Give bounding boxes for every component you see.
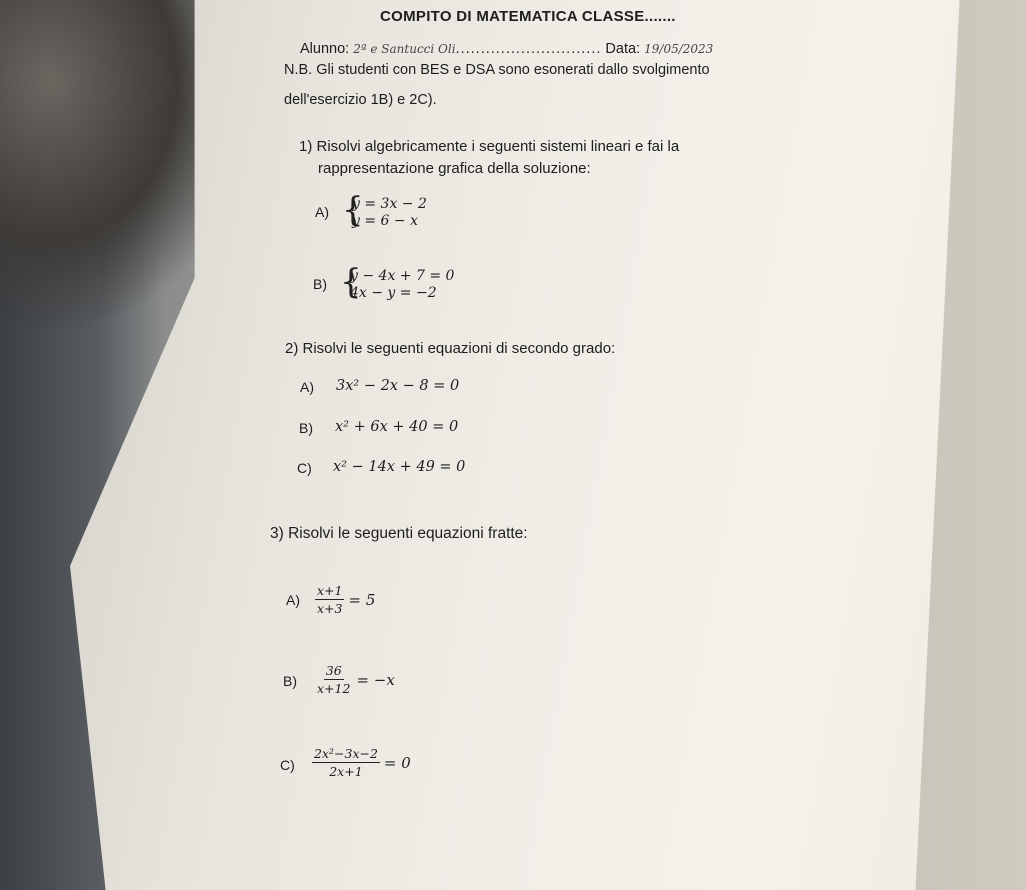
worksheet-paper [70,0,960,890]
student-name-handwritten: 2ª e Santucci Oli [353,42,456,56]
fraction-numerator: x+1 [317,583,343,598]
fraction-denominator: 2x+1 [329,764,363,779]
exercise-3a-label: A) [286,592,300,608]
student-label: Alunno: [300,41,350,57]
system-1b-eq2: 4x − y = −2 [350,285,437,301]
exercise-3b-equation [315,663,395,696]
system-1a [352,196,427,230]
system-brace: { [342,190,364,230]
system-1b [350,268,454,302]
exercise-2b-equation: x² + 6x + 40 = 0 [335,419,459,435]
exercise-2c-equation: x² − 14x + 49 = 0 [333,459,466,475]
exercise-3a-equation [315,583,375,616]
exercise-2a-label: A) [300,379,314,395]
exercise-2-title: 2) Risolvi le seguenti equazioni di secondo grado: [285,340,616,357]
exercise-1-line-1: 1) Risolvi algebricamente i seguenti sistemi lineari e fai la [299,138,680,155]
date-handwritten: 19/05/2023 [644,42,714,56]
exercise-1b-label: B) [313,276,327,292]
student-dotted-line: ............................. [455,41,602,57]
exercise-2c-label: C) [297,460,312,476]
fraction-numerator: 2x²−3x−2 [314,746,378,761]
equation-rhs: = 5 [348,590,376,609]
note-line-1: N.B. Gli studenti con BES e DSA sono esonerati dallo svolgimento [284,62,710,78]
note-line-2: dell'esercizio 1B) e 2C). [284,92,437,108]
system-1b-eq1: y − 4x + 7 = 0 [350,268,455,284]
exercise-2b-label: B) [299,420,313,436]
exercise-3b-label: B) [283,673,297,689]
exercise-1-line-2: rappresentazione grafica della soluzione: [318,160,591,177]
exercise-2a-equation: 3x² − 2x − 8 = 0 [336,378,460,394]
fraction-denominator: x+12 [317,681,351,696]
exercise-3-title: 3) Risolvi le seguenti equazioni fratte: [270,525,528,542]
exercise-1a-label: A) [315,204,329,220]
fraction [315,663,352,696]
student-row [300,41,713,57]
equation-rhs: = 0 [383,753,411,772]
equation-rhs: = −x [356,670,395,689]
exercise-3c-equation [312,746,411,779]
worksheet-title: COMPITO DI MATEMATICA CLASSE....... [380,8,676,25]
system-1a-eq1: y = 3x − 2 [352,196,427,212]
fraction [312,746,380,779]
system-1a-eq2: y = 6 − x [352,213,418,229]
fraction-denominator: x+3 [317,601,343,616]
exercise-3c-label: C) [280,757,295,773]
date-label: Data: [605,41,641,57]
system-brace: { [340,262,362,302]
fraction [315,583,344,616]
fraction-numerator: 36 [325,663,342,678]
